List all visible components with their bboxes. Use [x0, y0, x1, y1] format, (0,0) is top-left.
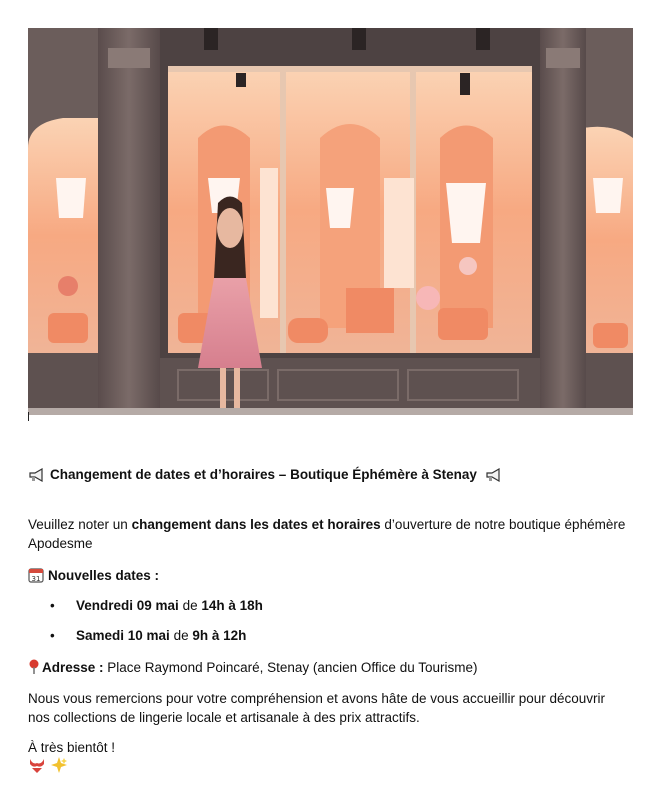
intro-paragraph: Veuillez noter un changement dans les dates et horaires d’ouverture de notre boutique éphémère Apodesme: [28, 517, 626, 551]
lingerie-icon: [28, 756, 46, 779]
thanks-paragraph: Nous vous remercions pour votre compréhension et avons hâte de vous accueillir pour découvrir nos collections de lingerie locale et artisanale à des prix attractifs.: [28, 691, 606, 725]
dates-heading: 31 Nouvelles dates :: [28, 566, 628, 588]
text-cursor: [28, 412, 29, 421]
closing-text: À très bientôt !: [28, 740, 116, 755]
announcement-title: Changement de dates et d’horaires – Boutique Éphémère à Stenay: [28, 465, 628, 487]
sparkle-star-icon: [50, 756, 68, 779]
list-item: • Vendredi 09 mai de 14h à 18h: [50, 598, 263, 613]
pin-icon: [28, 659, 40, 680]
shop-window-image: [28, 28, 633, 415]
calendar-icon: [28, 567, 44, 588]
dates-list: [50, 596, 263, 656]
closing-emojis: [28, 756, 68, 778]
list-item: • Samedi 10 mai de 9h à 12h: [50, 628, 247, 643]
svg-text:31: 31: [31, 575, 41, 583]
megaphone-icon: [485, 468, 503, 487]
megaphone-icon: [28, 468, 46, 487]
address-line: Adresse : Place Raymond Poincaré, Stenay (ancien Office du Tourisme): [28, 658, 628, 680]
